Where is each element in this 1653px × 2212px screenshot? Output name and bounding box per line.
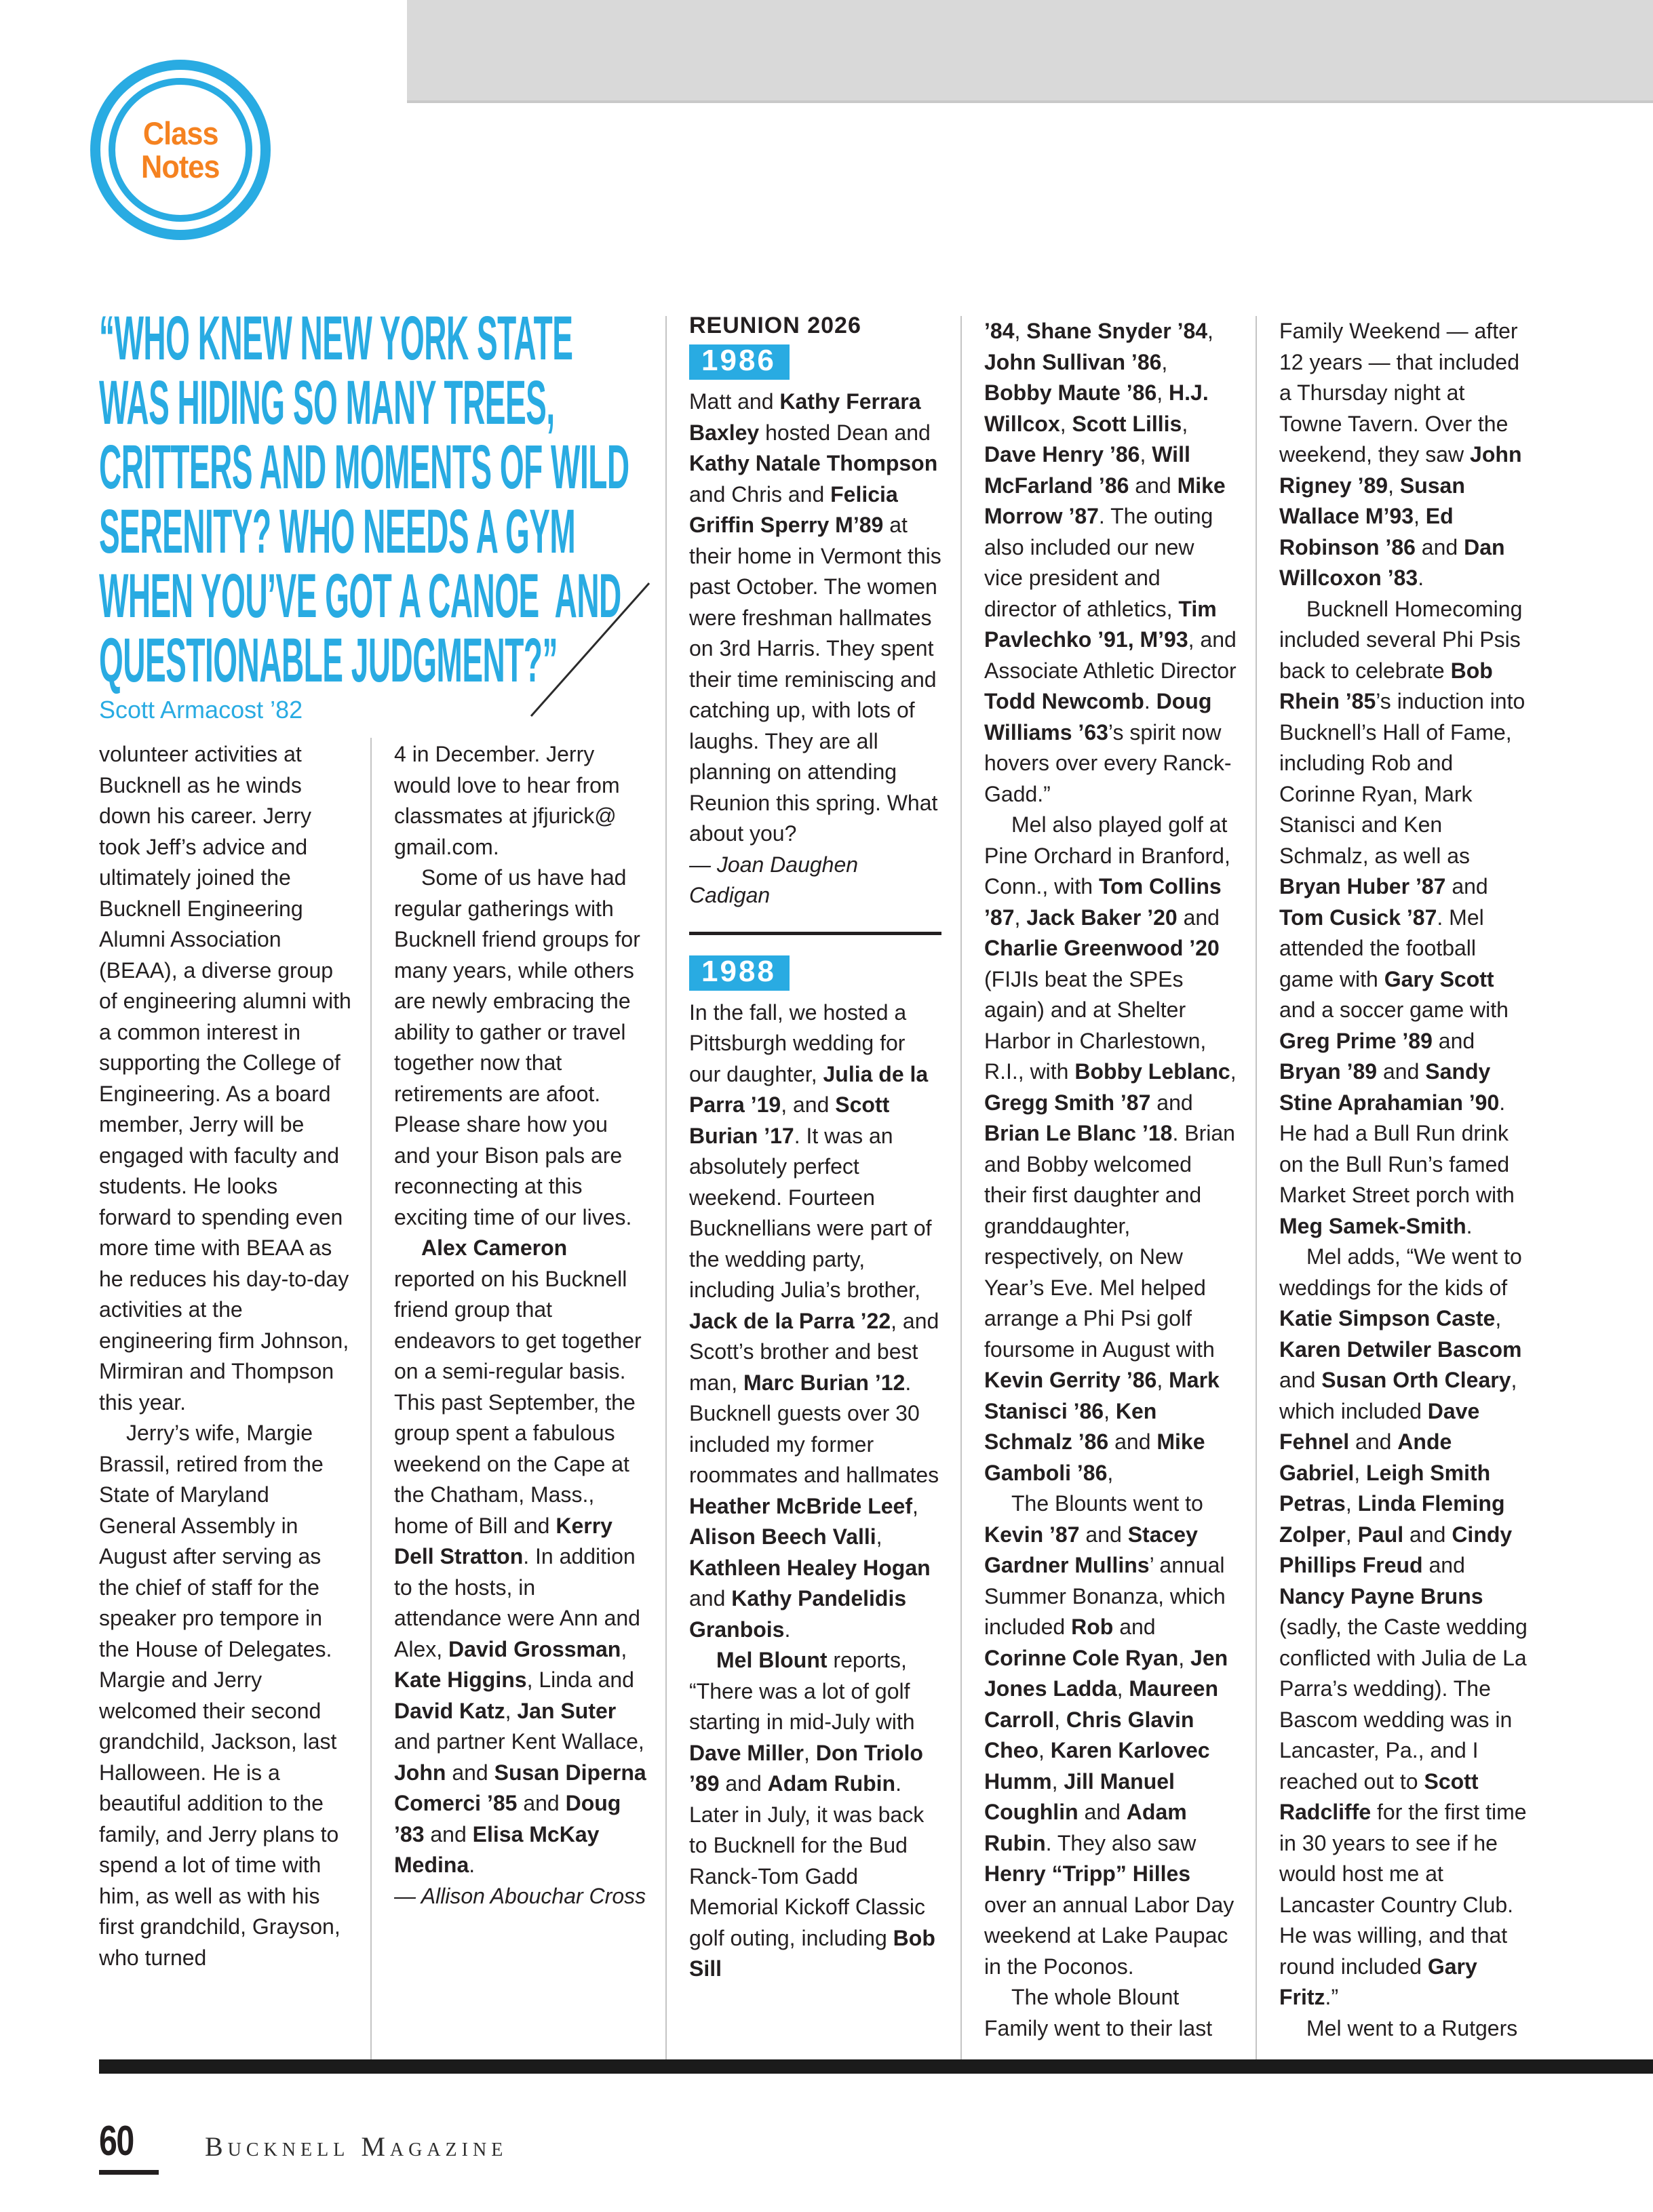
classmate-name: Doug Williams ’63 (984, 689, 1212, 745)
text-run: and (1079, 1522, 1128, 1547)
text-run: , (1207, 319, 1213, 343)
pull-quote-attribution: Scott Armacost ’82 (99, 696, 303, 724)
text-run: and (1113, 1615, 1156, 1639)
text-run: and (1177, 905, 1220, 930)
classmate-name: Kathy Pandelidis Granbois (689, 1586, 907, 1642)
classmate-name: Bobby Leblanc (1074, 1059, 1230, 1084)
classmate-name: Don Triolo ’89 (689, 1740, 923, 1796)
classmate-name: Dave Henry ’86 (984, 442, 1140, 467)
text-run: and (1129, 473, 1178, 498)
classmate-name: Gary Scott (1384, 966, 1494, 991)
text-run: , (876, 1524, 882, 1549)
classmate-name: Karen Detwiler Bascom (1279, 1337, 1522, 1362)
text-run: , (1059, 411, 1072, 436)
text-run: . It was an absolutely perfect weekend. Fourteen Bucknellians were part of the wedding party, including Julia’s brother, (689, 1123, 932, 1302)
text-run: and (1422, 1553, 1465, 1577)
text-run: . In addition to the hosts, in attendance were Ann and Alex, (394, 1544, 640, 1661)
classmate-name: Rob (1071, 1615, 1114, 1639)
text-run: Mel went to a Rutgers (1306, 2015, 1518, 2040)
paragraph (689, 1645, 941, 1985)
text-run: Jerry’s wife, Margie Brassil, retired from the State of Maryland General Assembly in August after serving as the chief of staff for the speaker pro tempore in the House of Delegates. Margie and Jerry welcomed their second grandchild, Jackson, last Halloween. He is a beautiful addition to the family, and Jerry plans to spend a lot of time with him, as well as with his first grandchild, Grayson, who turned (99, 1421, 341, 1970)
classmate-name: Mike Morrow ’87 (984, 473, 1226, 528)
text-run: and (1349, 1429, 1398, 1454)
classmate-name: Susan Diperna Comerci ’85 (394, 1760, 646, 1815)
classmate-name: Felicia Griffin Sperry M’89 (689, 481, 898, 537)
text-run: , (1156, 1368, 1169, 1392)
text-run: . (784, 1617, 791, 1642)
column-divider-rule (960, 316, 962, 2059)
paragraph (99, 739, 351, 1418)
paragraph (1279, 1242, 1532, 2013)
classmate-name: Susan Wallace M’93 (1279, 473, 1465, 528)
text-run: Mel also played golf at Pine Orchard in Branford, Conn., with (984, 812, 1230, 898)
text-run: and (719, 1771, 768, 1796)
text-run: , (1495, 1306, 1502, 1330)
text-run: , (1051, 1769, 1064, 1794)
classmate-name: Bob Sill (689, 1925, 935, 1981)
text-run: and Chris and (689, 481, 831, 507)
text-run: .” (1325, 1985, 1339, 2009)
text-run: (FIJIs beat the SPEs again) and at Shelter Harbor in Charlestown, R.I., with (984, 966, 1207, 1084)
classmate-name: Katie Simpson Caste (1279, 1306, 1496, 1330)
classmate-name: Marc Burian ’12 (743, 1370, 906, 1395)
classmate-name: Ande Gabriel (1279, 1429, 1452, 1485)
text-run: and (1078, 1800, 1127, 1824)
column-3 (689, 313, 941, 2041)
text-run: , (1182, 411, 1188, 436)
classmate-name: H.J. Willcox (984, 380, 1209, 436)
text-run: 4 in December. Jerry would love to hear from classmates at jfjurick@ gmail.com. (394, 742, 620, 859)
classmate-name: Dave Miller (689, 1740, 804, 1765)
classmate-name: Mel Blount (716, 1648, 828, 1672)
classmate-name: Brian Le Blanc ’18 (984, 1121, 1173, 1145)
pull-quote-line: QUESTIONABLE JUDGMENT?” (99, 626, 558, 695)
correspondent-attribution (689, 850, 941, 911)
classmate-name: Bob Rhein ’85 (1279, 658, 1493, 713)
text-run: at their home in Vermont this past October. The women were freshman hallmates on 3rd Harris. They spent their time reminiscing and catching up, with lots of laughs. They are all planning on attending Reunion this spring. What about you? (689, 513, 941, 846)
classmate-name: Karen Karlovec Humm (984, 1738, 1210, 1794)
reunion-label: REUNION 2026 (689, 313, 861, 338)
paragraph (1279, 2013, 1532, 2042)
text-run: and (1432, 1028, 1475, 1053)
text-run: , (1107, 1460, 1114, 1485)
classmate-name: David Grossman (448, 1636, 621, 1661)
text-run: and a soccer game with (1279, 998, 1509, 1022)
pull-quote-line: WAS HIDING SO MANY TREES, (99, 368, 555, 437)
text-run: , (1156, 380, 1169, 405)
classmate-name: Chris Glavin Cheo (984, 1707, 1194, 1762)
classmate-name: Mark Stanisci ’86 (984, 1368, 1220, 1423)
text-run: volunteer activities at Bucknell as he winds down his career. Jerry took Jeff’s advice and ultimately joined the Bucknell Engineering Alumni Association (BEAA), a diverse group of engineering alumni with a common interest in supporting the College of Engineering. As a board member, Jerry will be engaged with faculty and students. He looks forward to spending even more time with BEAA as he reduces his day-to-day activities at the engineering firm Johnson, Mirmiran and Thompson this year. (99, 742, 351, 1415)
classmate-name: Adam Rubin (984, 1800, 1187, 1855)
classmate-name: Ed Robinson ’86 (1279, 504, 1454, 559)
classmate-name: Linda Fleming Zolper (1279, 1491, 1505, 1547)
text-run: The Blounts went to (1011, 1491, 1203, 1516)
text-run: . (1466, 1213, 1473, 1238)
classmate-name: Alison Beech Valli (689, 1524, 876, 1549)
classmate-name: Tim Pavlechko ’91, M’93 (984, 596, 1217, 652)
text-run: and (1150, 1090, 1193, 1115)
text-run: ’s induction into Bucknell’s Hall of Fame, including Rob and Corinne Ryan, Mark Stanisci and Ken Schmalz, as well as (1279, 689, 1525, 868)
text-run: and (689, 1586, 732, 1611)
diagonal-slash-divider (526, 578, 655, 722)
paragraph (984, 1982, 1237, 2041)
paragraph (394, 1233, 646, 1881)
paragraph (984, 316, 1237, 810)
text-run: , (1345, 1491, 1358, 1516)
classmate-name: Sandy Stine Aprahamian ’90 (1279, 1059, 1500, 1115)
classmate-name: John Rigney ’89 (1279, 442, 1522, 498)
column-1 (99, 739, 351, 2041)
text-run: , (1161, 349, 1168, 374)
page-number-underline (99, 2170, 159, 2175)
text-run: , (1014, 905, 1027, 930)
classmate-name: Greg Prime ’89 (1279, 1028, 1433, 1053)
paragraph (689, 387, 941, 850)
correspondent-attribution (394, 1881, 646, 1912)
text-run: and (1403, 1522, 1452, 1547)
classmate-name: Todd Newcomb (984, 689, 1144, 713)
classmate-name: David Katz (394, 1698, 505, 1723)
classmate-name: Scott Burian ’17 (689, 1092, 890, 1148)
classmate-name: Julia de la Parra ’19 (689, 1061, 929, 1117)
text-run: . Later in July, it was back to Bucknell for the Bud Ranck-Tom Gadd Memorial Kickoff Classic golf outing, including (689, 1771, 925, 1950)
classmate-name: Jan Suter (517, 1698, 617, 1723)
text-run: ’ annual Summer Bonanza, which included (984, 1553, 1226, 1639)
text-run: , (1345, 1522, 1358, 1547)
text-run: , (621, 1636, 627, 1661)
classmate-name: Kevin Gerrity ’86 (984, 1368, 1157, 1392)
text-run: reports, “There was a lot of golf starting in mid-July with (689, 1648, 915, 1734)
classmate-name: Shane Snyder ’84 (1026, 319, 1208, 343)
text-run: for the first time in 30 years to see if he would host me at Lancaster Country Club. He was willing, and that round included (1279, 1800, 1527, 1979)
classmate-name: Tom Cusick ’87 (1279, 905, 1437, 930)
text-run: , (1014, 319, 1027, 343)
classmate-name: Kathleen Healey Hogan (689, 1555, 931, 1580)
classmate-name: Ken Schmalz ’86 (984, 1398, 1157, 1454)
classmate-name: Kevin ’87 (984, 1522, 1080, 1547)
column-divider-rule (665, 316, 667, 2059)
text-run: , (1054, 1707, 1066, 1732)
classmate-name: Gregg Smith ’87 (984, 1090, 1151, 1115)
classmate-name: Kerry Dell Stratton (394, 1513, 612, 1568)
classmate-name: Jill Manuel Coughlin (984, 1769, 1175, 1824)
text-run: , and (781, 1092, 836, 1117)
text-run: and (1445, 874, 1488, 898)
text-run: , (1104, 1398, 1116, 1423)
column-5 (1279, 316, 1532, 2041)
text-run: , which included (1279, 1368, 1517, 1423)
text-run: hosted Dean and (759, 420, 931, 445)
text-run: , (1354, 1460, 1367, 1485)
text-run: Family Weekend — after 12 years — that included a Thursday night at Towne Tavern. Over the weekend, they saw (1279, 319, 1519, 467)
top-gray-band (407, 0, 1653, 103)
classmate-name: Mike Gamboli ’86 (984, 1429, 1205, 1485)
text-run: and (1415, 534, 1464, 559)
text-run: reported on his Bucknell friend group that endeavors to get together on a semi-regular basis. This past September, the group spent a fabulous weekend on the Cape at the Chatham, Mass., home of Bill and (394, 1266, 642, 1538)
class-notes-badge (90, 60, 271, 240)
text-run: , (1116, 1676, 1129, 1701)
text-run: and (1108, 1429, 1157, 1454)
text-run: , and Scott’s brother and best man, (689, 1308, 939, 1395)
class-year-badge: 1986 (689, 344, 790, 380)
classmate-name: Scott Lillis (1072, 411, 1182, 436)
badge-word-class: Class (142, 115, 218, 151)
text-run: , (803, 1740, 816, 1765)
paragraph (984, 1488, 1237, 1982)
text-run: . The outing also included our new vice president and director of athletics, (984, 504, 1213, 621)
classmate-name: Henry “Tripp” Hilles (984, 1861, 1191, 1886)
text-run: , (912, 1493, 918, 1518)
classmate-name: Jen Jones Ladda (984, 1645, 1228, 1701)
text-run: and partner Kent Wallace, (394, 1729, 644, 1754)
text-run: . They also saw (1045, 1830, 1197, 1855)
pull-quote-line: SERENITY? WHO NEEDS A GYM (99, 497, 576, 566)
paragraph (1279, 594, 1532, 1242)
pull-quote-line: WHEN YOU’VE GOT A CANOE AND (99, 561, 621, 631)
column-4 (984, 316, 1237, 2041)
badge-word-notes: Notes (141, 149, 220, 184)
text-run: Matt and (689, 389, 780, 414)
text-run: Some of us have had regular gatherings with Bucknell friend groups for many years, while others are newly embracing the ability to gather or travel together now that retirements are afoot. Please share how you and your Bison pals are reconnecting at this exciting time of our lives. (394, 865, 640, 1229)
classmate-name: Doug ’83 (394, 1791, 621, 1846)
paragraph (394, 739, 646, 863)
bottom-black-bar (99, 2059, 1653, 2074)
classmate-name: Kathy Natale Thompson (689, 451, 938, 475)
column-divider-rule (1256, 316, 1257, 2059)
text-run: Mel adds, “We went to weddings for the kids of (1279, 1244, 1522, 1300)
classmate-name: Bobby Maute ’86 (984, 380, 1157, 405)
text-run: over an annual Labor Day weekend at Lake Paupac in the Poconos. (984, 1892, 1234, 1979)
classmate-name: Paul (1357, 1522, 1404, 1547)
classmate-name: Jack Baker ’20 (1026, 905, 1178, 930)
classmate-name: Scott Radcliffe (1279, 1769, 1479, 1824)
classmate-name: Alex Cameron (421, 1236, 568, 1260)
text-run: — Allison Abouchar Cross (394, 1883, 646, 1908)
class-year-badge-row (689, 953, 941, 998)
text-run: , (1038, 1738, 1051, 1762)
classmate-name: Bryan ’89 (1279, 1059, 1378, 1084)
pull-quote-line: “WHO KNEW NEW YORK STATE (99, 304, 573, 373)
text-run: (sadly, the Caste wedding conflicted with Julia de La Parra’s wedding). The Bascom wedding was in Lancaster, Pa., and I reached out to (1279, 1615, 1528, 1794)
text-run: , (1230, 1059, 1237, 1084)
classmate-name: Adam Rubin (767, 1771, 896, 1796)
text-run: . He had a Bull Run drink on the Bull Run’s famed Market Street porch with (1279, 1090, 1515, 1207)
classmate-name: Maureen Carroll (984, 1676, 1218, 1732)
classmate-name: Will McFarland ’86 (984, 442, 1190, 498)
text-run: . (1418, 566, 1424, 590)
paragraph (689, 998, 941, 1646)
text-run: and (446, 1760, 494, 1785)
class-notes-badge-inner-ring (109, 78, 252, 222)
classmate-name: Tom Collins ’87 (984, 874, 1222, 930)
text-run: and (1377, 1059, 1426, 1084)
classmate-name: Meg Samek-Smith (1279, 1213, 1466, 1238)
classmate-name: ’84 (984, 319, 1015, 343)
classmate-name: Cindy Phillips Freud (1279, 1522, 1513, 1577)
classmate-name: Kathy Ferrara Baxley (689, 389, 921, 445)
classmate-name: Dave Fehnel (1279, 1398, 1480, 1454)
classmate-name: Stacey Gardner Mullins (984, 1522, 1198, 1577)
classmate-name: Bryan Huber ’87 (1279, 874, 1446, 898)
classmate-name: Corinne Cole Ryan (984, 1645, 1179, 1670)
magazine-name: Bucknell Magazine (205, 2131, 508, 2162)
text-run: . Brian and Bobby welcomed their first daughter and granddaughter, respectively, on New Year’s Eve. Mel helped arrange a Phi Psi golf foursome in August with (984, 1121, 1235, 1362)
classmate-name: John Sullivan ’86 (984, 349, 1162, 374)
classmate-name: Gary Fritz (1279, 1954, 1477, 2009)
text-run: , (1414, 504, 1426, 528)
column-divider-rule (370, 738, 372, 2059)
classmate-name: Leigh Smith Petras (1279, 1460, 1491, 1516)
text-run: and (517, 1791, 566, 1815)
class-year-badge-row (689, 342, 941, 387)
text-run: — Joan Daughen Cadigan (689, 852, 859, 907)
paragraph (394, 863, 646, 1233)
text-run: . (1144, 689, 1156, 713)
classmate-name: John (394, 1760, 446, 1785)
text-run: , (1140, 442, 1152, 467)
text-run: , Linda and (526, 1667, 634, 1692)
paragraph (99, 1418, 351, 1973)
text-run: Bucknell Homecoming included several Phi Psis back to celebrate (1279, 596, 1523, 683)
classmate-name: Heather McBride Leef (689, 1493, 912, 1518)
page-number: 60 (99, 2118, 134, 2165)
paragraph (1279, 316, 1532, 594)
section-divider (689, 932, 941, 935)
classmate-name: Nancy Payne Bruns (1279, 1583, 1483, 1608)
text-run: , (1388, 473, 1400, 498)
classmate-name: Kate Higgins (394, 1667, 527, 1692)
pull-quote-line: CRITTERS AND MOMENTS OF WILD (99, 433, 629, 502)
classmate-name: Charlie Greenwood ’20 (984, 936, 1220, 960)
classmate-name: Dan Willcoxon ’83 (1279, 534, 1505, 590)
classmate-name: Jack de la Parra ’22 (689, 1308, 891, 1333)
text-run: The whole Blount Family went to their last (984, 1985, 1213, 2040)
text-run: . Mel attended the football game with (1279, 905, 1484, 991)
classmate-name: Susan Orth Cleary (1321, 1368, 1511, 1392)
text-run: . (469, 1853, 475, 1877)
text-run: In the fall, we hosted a Pittsburgh wedding for our daughter, (689, 1000, 907, 1086)
text-run: ’s spirit now hovers over every Ranck-Gadd.” (984, 719, 1232, 806)
column-2 (394, 739, 646, 2041)
classmate-name: Elisa McKay Medina (394, 1821, 600, 1877)
text-run: , (505, 1698, 518, 1723)
paragraph (984, 810, 1237, 1488)
text-run: , and Associate Athletic Director (984, 627, 1237, 683)
text-run: and (1279, 1368, 1322, 1392)
text-run: . Bucknell guests over 30 included my former roommates and hallmates (689, 1370, 939, 1487)
class-year-badge: 1988 (689, 955, 790, 991)
text-run: , (1178, 1645, 1191, 1670)
text-run: and (424, 1821, 473, 1846)
